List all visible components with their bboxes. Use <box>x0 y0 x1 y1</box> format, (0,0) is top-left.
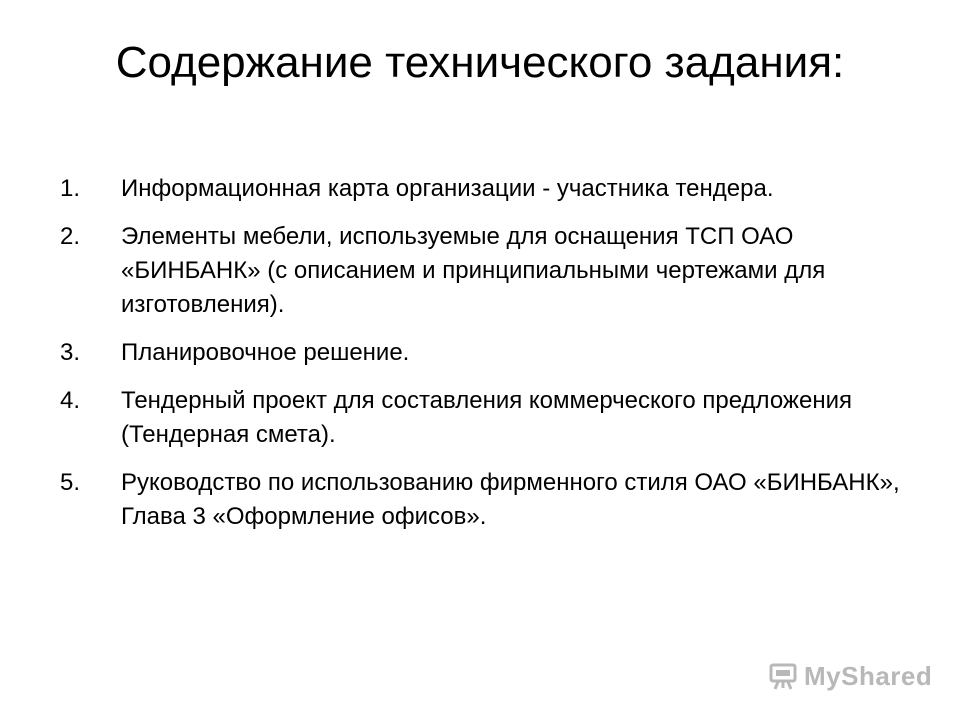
list-item-number: 1. <box>60 175 81 202</box>
content-list <box>60 172 920 548</box>
list-item-text: Информационная карта организации - участника тендера. <box>121 175 774 202</box>
list-item-number: 4. <box>60 387 81 414</box>
watermark <box>768 656 932 696</box>
list-item-number: 5. <box>60 469 81 496</box>
list-item <box>60 336 920 370</box>
list-item-number: 3. <box>60 339 81 366</box>
list-item-text: Элементы мебели, используемые для оснащения ТСП ОАО «БИНБАНК» (с описанием и принципиальными чертежами для изготовления). <box>121 223 826 318</box>
list-item <box>60 384 920 452</box>
list-item-text: Руководство по использованию фирменного стиля ОАО «БИНБАНК», Глава 3 «Оформление офисов». <box>121 469 900 530</box>
list-item-text: Тендерный проект для составления коммерческого предложения (Тендерная смета). <box>121 387 852 448</box>
slide-title: Содержание технического задания: <box>115 38 845 87</box>
list-item-text: Планировочное решение. <box>121 339 410 366</box>
list-item <box>60 172 920 206</box>
presentation-board-icon <box>768 661 798 691</box>
list-item-number: 2. <box>60 223 81 250</box>
list-item <box>60 466 920 534</box>
list-item <box>60 220 920 322</box>
watermark-text: MyShared <box>804 660 933 691</box>
